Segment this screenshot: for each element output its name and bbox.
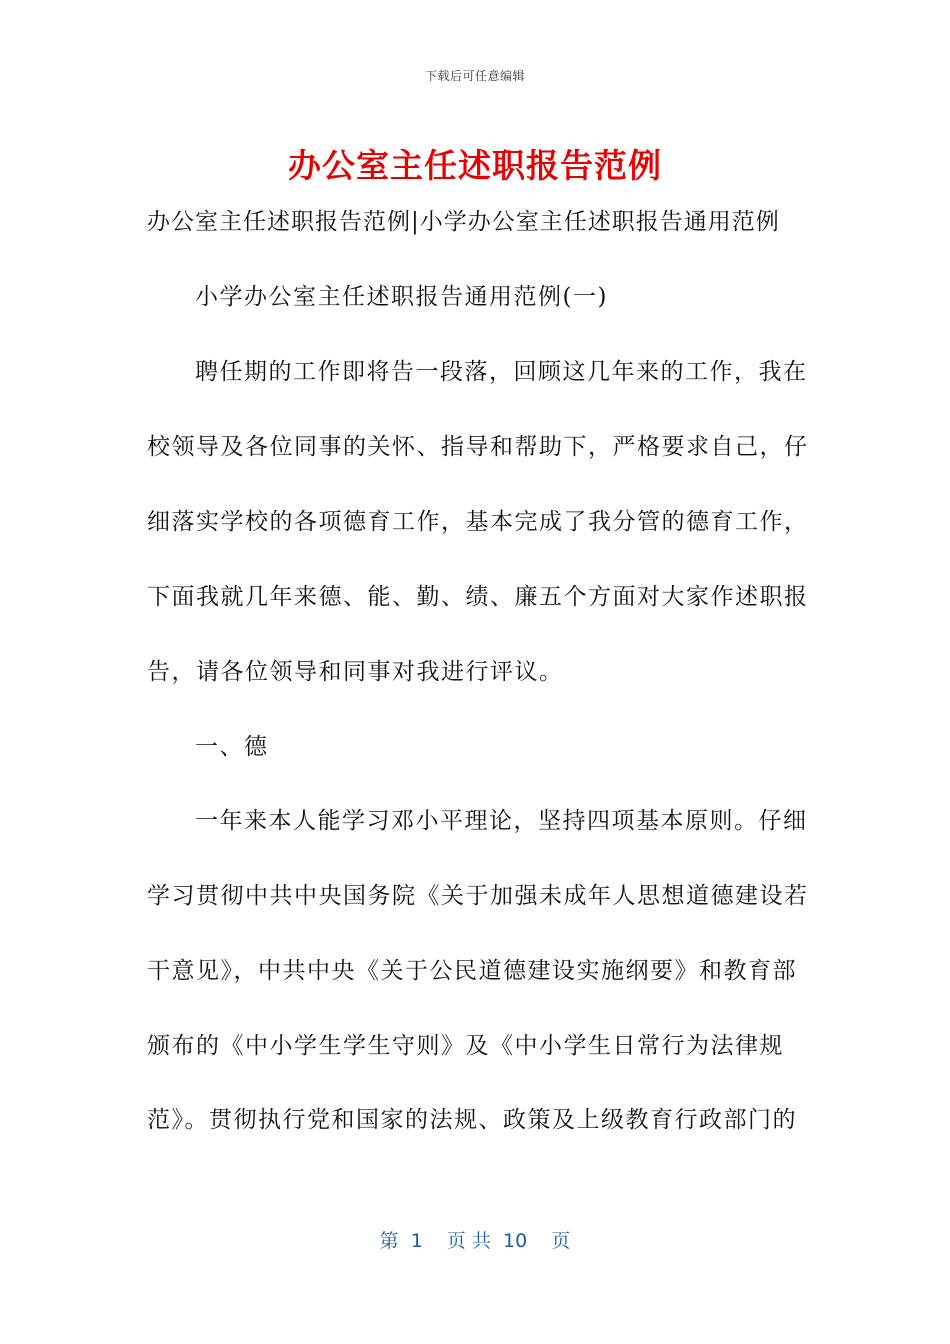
paragraph-line: 告，请各位领导和同事对我进行评议。 [147,659,564,685]
page-number-footer: 第 1 页 共 10 页 [379,1230,571,1252]
section-heading-example-one: 小学办公室主任述职报告通用范例(一) [195,284,608,310]
paragraph-line: 学习贯彻中共中央国务院《关于加强未成年人思想道德建设若 [147,883,809,909]
paragraph-line: 一年来本人能学习邓小平理论，坚持四项基本原则。仔细 [195,808,808,834]
paragraph-line: 下面我就几年来德、能、勤、绩、廉五个方面对大家作述职报 [147,584,809,610]
paragraph-line: 颁布的《中小学生学生守则》及《中小学生日常行为法律规 [147,1033,784,1059]
paragraph-line: 细落实学校的各项德育工作，基本完成了我分管的德育工作， [147,509,809,535]
document-title: 办公室主任述职报告范例 [288,146,662,185]
paragraph-line: 校领导及各位同事的关怀、指导和帮助下，严格要求自己，仔 [147,434,809,460]
section-heading-de: 一、德 [195,734,269,760]
paragraph-line: 范》。贯彻执行党和国家的法规、政策及上级教育行政部门的 [147,1107,797,1133]
document-subtitle: 办公室主任述职报告范例|小学办公室主任述职报告通用范例 [147,209,780,235]
paragraph-line: 干意见》，中共中央《关于公民道德建设实施纲要》和教育部 [147,958,797,984]
paragraph-line: 聘任期的工作即将告一段落，回顾这几年来的工作，我在 [195,359,808,385]
header-note: 下载后可任意编辑 [424,69,525,83]
